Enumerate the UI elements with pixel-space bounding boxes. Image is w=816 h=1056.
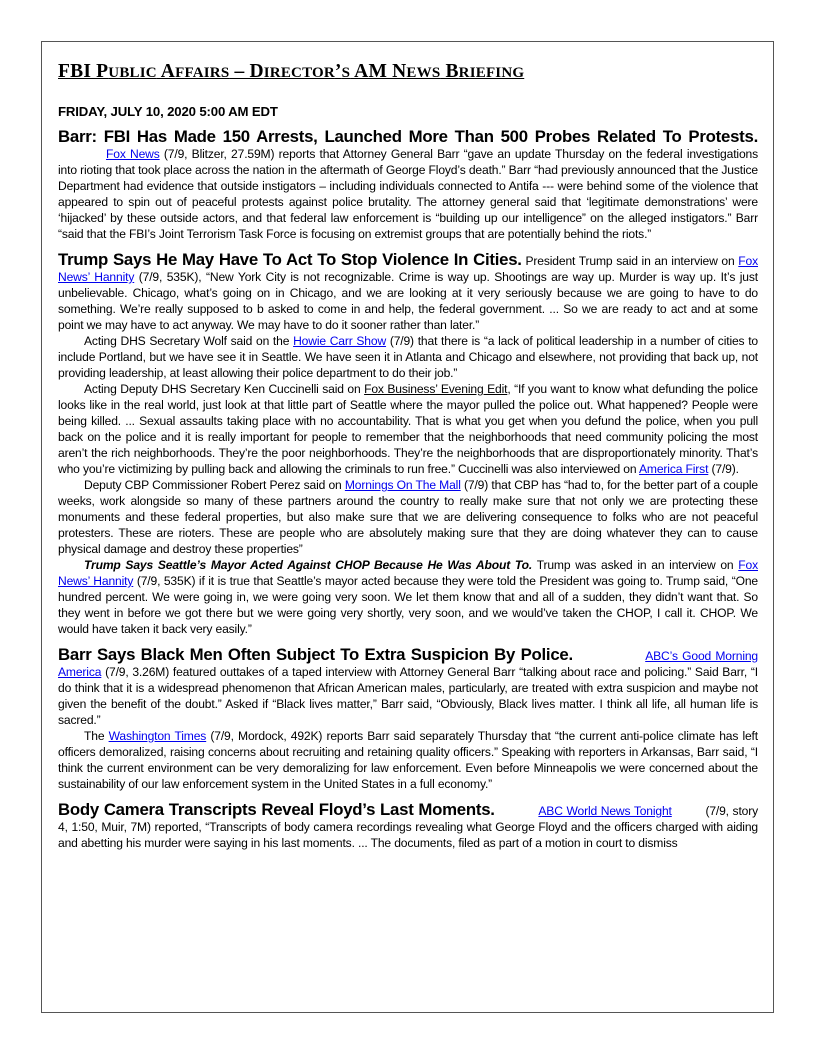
story-body-camera <box>58 802 758 851</box>
story-body: (7/9, story 4, 1:50, Muir, 7M) reported, “Transcripts of body camera recordings revealing what George Floyd and the officers charged with aiding and abetting his murder were saying in his last moments. ... The documents, filed as part of a motion in court to dismiss <box>58 804 759 850</box>
story-subhead: Trump Says Seattle’s Mayor Acted Against CHOP Because He Was About To. <box>84 558 533 572</box>
source-link-abc-world-news[interactable]: ABC World News Tonight <box>538 804 672 818</box>
source-link-gma[interactable]: ABC’s Good Morning America <box>58 649 759 679</box>
briefing-document <box>58 60 758 861</box>
story-body: (7/9, 3.26M) featured outtakes of a taped interview with Attorney General Barr “talking about race and policing.” Said Barr, “I do think that it is a widespread phenomenon that African American males, particularly, are treated with extra suspicion and maybe not given the benefit of the doubt.” Asked if “Black lives matter,” Barr said, “Obviously, Black lives matter. I think all life, all human life is sacred.” <box>58 665 758 727</box>
source-link-howie-carr[interactable]: Howie Carr Show <box>293 334 387 348</box>
story-paragraph: Acting Deputy DHS Secretary Ken Cuccinelli said on Fox Business’ Evening Edit, “If you want to know what defunding the police looks like in the real world, just look at that little part of Seattle where the mayor pulled the police out. What happened? People were being killed. ... Sexual assaults taking place with no accountability. That is what you get when you defund the police, when you pull back on the police and it is really important for people to remember that the neighborhoods that need community policing the most aren’t the rich neighborhoods. They’re the poor neighborhoods. They’re the neighborhoods that are disproportionately minority. That’s who you’re victimizing by pulling back and allowing the criminals to run free.” Cuccinelli was also interviewed on America First (7/9). <box>58 382 758 476</box>
page-title: FBI PUBLIC AFFAIRS – DIRECTOR’S AM NEWS BRIEFING <box>58 61 525 82</box>
story-paragraph <box>58 647 758 728</box>
story-headline: Trump Says He May Have To Act To Stop Violence In Cities. <box>58 250 522 269</box>
story-headline: Body Camera Transcripts Reveal Floyd’s Last Moments. <box>58 800 495 819</box>
story-paragraph: Deputy CBP Commissioner Robert Perez said on Mornings On The Mall (7/9) that CBP has “had to, for the better part of a couple weeks, work alongside so many of these partners around the country to really make sure that not only we are protecting these monuments and these federal properties, but also make sure that we are delivering consequence to folks who are not peaceful protesters. These are rioters. These are people who are absolutely making sure that they are doing whatever they can to cause physical damage and destroy these properties” <box>58 478 759 556</box>
story-headline: Barr Says Black Men Often Subject To Extra Suspicion By Police. <box>58 645 573 664</box>
story-paragraph <box>58 802 758 851</box>
story-paragraph <box>58 129 758 242</box>
story-paragraph: Trump Says He May Have To Act To Stop Violence In Cities. President Trump said in an interview on Fox News’ Hannity (7/9, 535K), “New York City is not recognizable. Crime is way up. Shootings are way up. Murder is way up. It’s just unbelievable. Chicago, what’s going on in Chicago, and we are looking at it very seriously because we are going to have to do something. We’re really supposed to b asked to come in and help, the federal government. ... So we are ready to act and at some point we may have to act anyway. We may have to do it sooner rather than later.” <box>58 250 759 332</box>
story-barr-black-men <box>58 647 758 792</box>
source-link-fox-news[interactable]: Fox News <box>106 147 160 161</box>
source-link-evening-edit[interactable]: Fox Business’ Evening Edit <box>364 382 508 396</box>
source-link-mornings-mall[interactable]: Mornings On The Mall <box>344 478 461 492</box>
story-paragraph: Trump Says Seattle’s Mayor Acted Against CHOP Because He Was About To. Trump was asked in an interview on Fox News’ Hannity (7/9, 535K) if it is true that Seattle’s mayor acted because they were told the President was going to. Trump said, “One hundred percent. We were going in, we were going very soon. We let them know that and all of a sudden, they didn’t want that. So they went in before we got there but we were going very shortly, very soon, and we would’ve taken the CHOP, I call it. CHOP. We would have taken it back very easily.” <box>58 558 758 636</box>
story-paragraph: The Washington Times (7/9, Mordock, 492K) reports Barr said separately Thursday that “the current anti-police climate has left officers demoralized, raising concerns about recruiting and retaining quality officers.” Speaking with reporters in Arkansas, Barr said, “I think the current environment can be very demoralizing for law enforcement. Even before Minneapolis we were concerned about the sustainability of our law enforcement system in the United States in a full economy.” <box>58 729 758 791</box>
briefing-date: FRIDAY, JULY 10, 2020 5:00 AM EDT <box>58 104 278 119</box>
story-headline: Barr: FBI Has Made 150 Arrests, Launched More Than 500 Probes Related To Protests. <box>58 127 758 146</box>
story-body: (7/9, Blitzer, 27.59M) reports that Attorney General Barr “gave an update Thursday on the federal investigations into rioting that took place across the nation in the aftermath of George Floyd’s death.” Barr “had previously announced that the Justice Department had evidence that outside instigators – including individuals connected to Antifa --- were behind some of the violence that appeared to spin out of peaceful protests against police brutality. The attorney general said that ‘legitimate demonstrations’ were ‘hijacked’ by these outside actors, and that federal law enforcement is “building up our intelligence” on the alleged instigators.” Barr “said that the FBI’s Joint Terrorism Task Force is focusing on extremist groups that are potentially behind the riots.” <box>58 147 758 241</box>
story-trump-violence <box>58 252 758 637</box>
source-link-fox-hannity[interactable]: Fox News’ Hannity <box>58 254 759 284</box>
story-barr-arrests <box>58 129 758 242</box>
source-link-fox-hannity-2[interactable]: Fox News’ Hannity <box>58 558 758 588</box>
story-paragraph: Acting DHS Secretary Wolf said on the Howie Carr Show (7/9) that there is “a lack of political leadership in a number of cities to include Portland, but we have see it in Seattle. We have seen it in Atlanta and Chicago and elsewhere, not providing that back up, not providing leadership, at least allowing their police department to do their job.” <box>58 334 759 380</box>
source-link-washington-times[interactable]: Washington Times <box>108 729 207 743</box>
source-link-america-first[interactable]: America First <box>639 462 709 476</box>
